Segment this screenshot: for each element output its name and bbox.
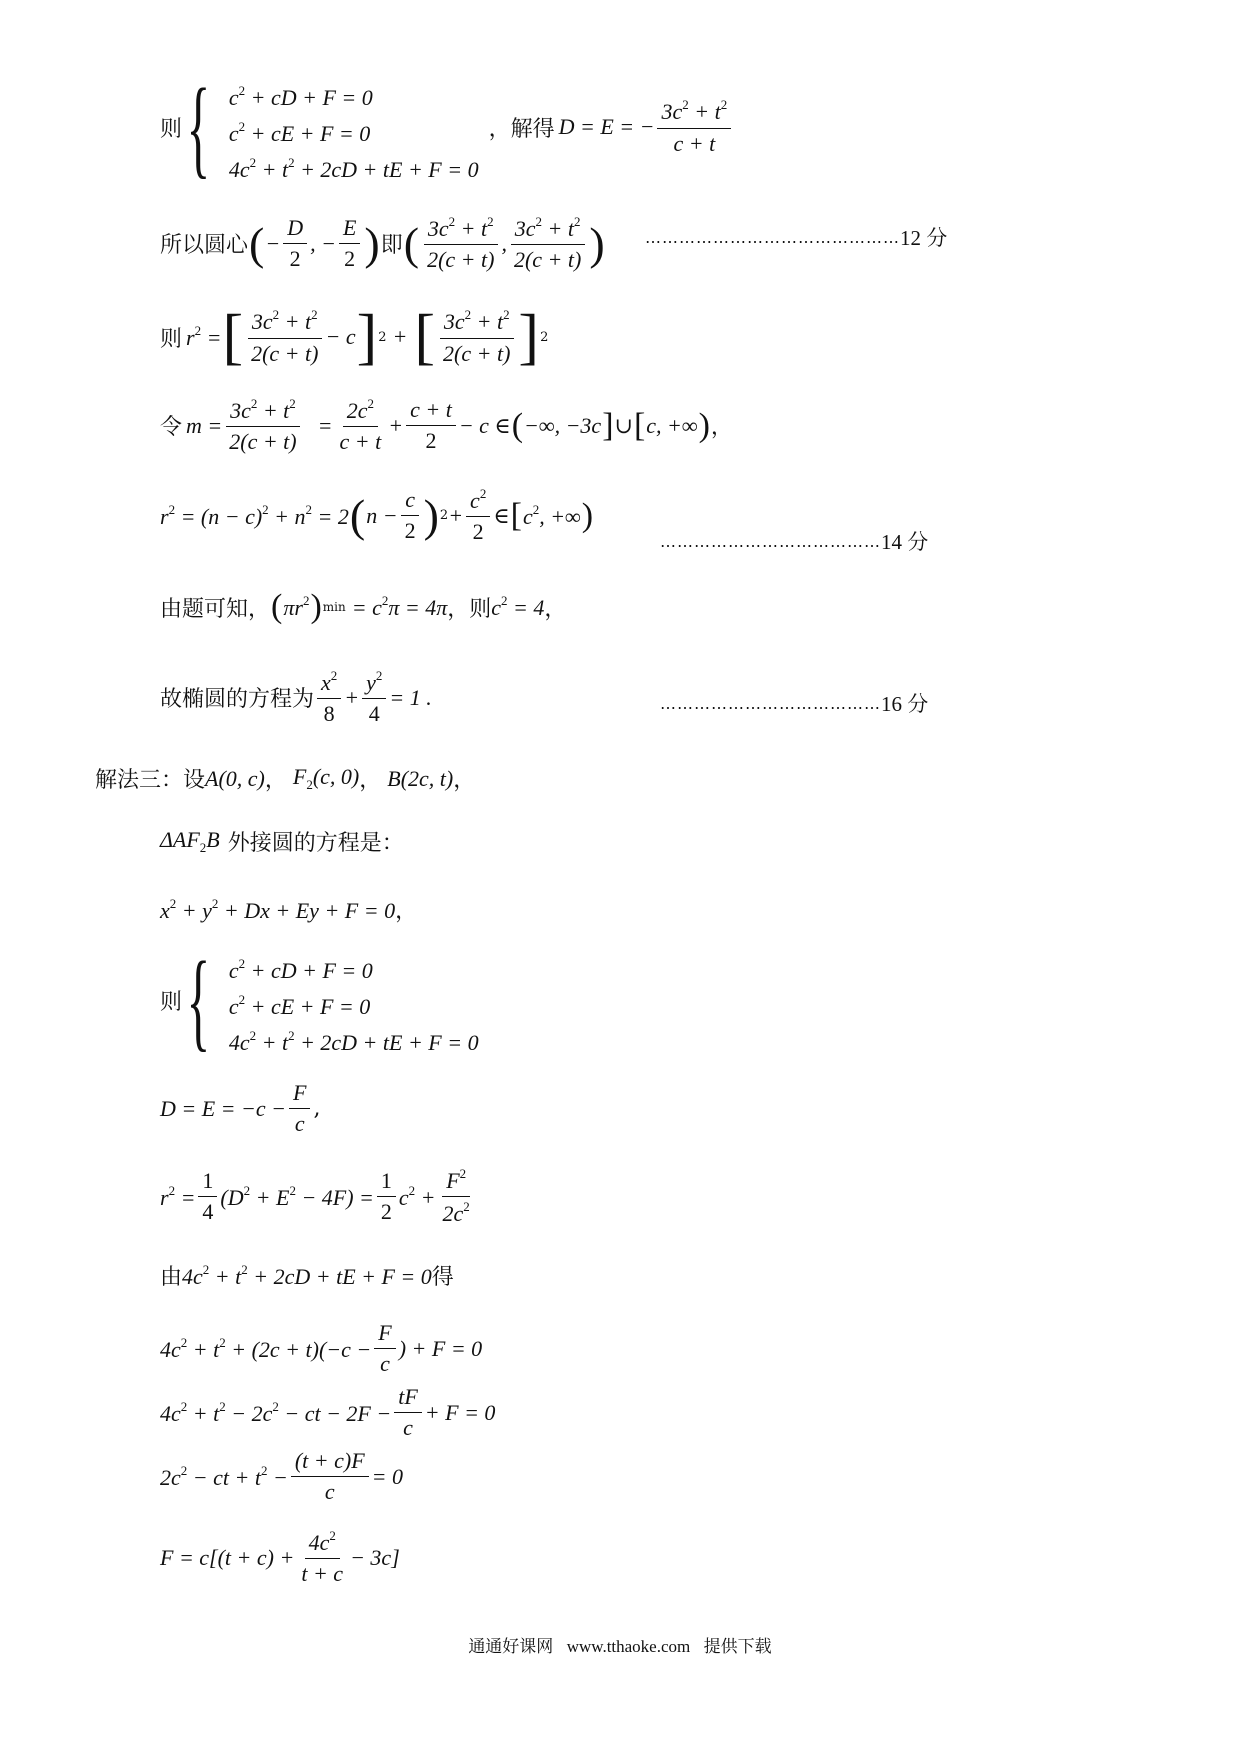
from-equation-line: 由 $4c^2 + t^2 + 2cD$ + tE + F = 0 得 [160, 1261, 454, 1290]
label-ji: 即 [380, 233, 403, 259]
label-then: ，则 [447, 596, 492, 622]
footer-note: 提供下载 [703, 1637, 772, 1657]
system-rows: $c^2$ + cD + F = 0 $c^2$ + cE + F = 0 $4c^2 + t^2 + 2cD$ + tE + F = 0 [228, 83, 479, 182]
circle-center-line: 所以圆心 ( − $\frac{D}{2}$ , − $\frac{E}{2}$ ) 即 ( $\frac{3c^2 + t^2}{2(c + t)}$ , $\frac{3c^2 + t^2}{2(c + t)}$ ) [160, 214, 605, 273]
label-you: 由 [160, 1265, 183, 1290]
footer-site: 通通好课网 [468, 1637, 554, 1657]
label-ling: 令 [160, 415, 183, 441]
fraction: $\frac{3c^2 + t^2}{c + t}$ [657, 97, 731, 157]
label-center: 所以圆心 [160, 233, 249, 259]
substitution-step-1: $4c^2 + t^2 + (2c + t)(-c$ − $\frac{F}{c}$ ) + F = 0 [160, 1320, 483, 1377]
f-solution: F = c[(t + c) + $\frac{4c^2}{t + c}$ − 3c] [160, 1528, 400, 1587]
method-three-line: 解法三：设 A(0, c) ， $F_2(c$, 0) ， B(2c, t) ， [95, 764, 476, 793]
label-known: 由题可知， [160, 596, 271, 622]
label-circumcircle: 外接圆的方程是： [227, 831, 404, 856]
ellipse-equation-line: 故椭圆的方程为 $\frac{x^2}{8}$ + $\frac{y^2}{4}$ = 1 . [160, 668, 432, 727]
substitution-step-2: $4c^2 + t^2 - 2c^2$ − ct − 2F − $\frac{tF}{c}$ + F = 0 [160, 1384, 496, 1441]
radius-f-expression: $r^2$ = $\frac{1}{4}$ $(D^2 + E^2 - 4F)$ = $\frac{1}{2}$ $c^2$ + $\frac{F^2}{2c^2}$ [160, 1166, 470, 1227]
equation-system-2: 则 { $c^2$ + cD + F = 0 $c^2$ + cE + F = 0 $4c^2 + t^2 + 2cD$ + tE + F = 0 [160, 939, 479, 1061]
left-brace: { [186, 66, 211, 188]
label-ze-1: 则 [160, 116, 183, 142]
circumcircle-line: $\Delta AF_2B$ 外接圆的方程是： [160, 827, 404, 856]
label-method-three: 解法三：设 [95, 768, 206, 793]
label-de: 得 [431, 1265, 454, 1290]
radius-squared-line: 则 $r^2$ = [ $\frac{3c^2 + t^2}{2(c + t)}$ − c ] 2 + [ $\frac{3c^2 + t^2}{2(c + t)}$ ] 2 [160, 303, 549, 371]
equation-system-1: 则 { $c^2$ + cD + F = 0 $c^2$ + cE + F = 0 $4c^2 + t^2 + 2cD$ + tE + F = 0 ，解得 D = E = − $\frac{3c^2 + t^2}{c + t}$ [160, 72, 734, 182]
page-footer [0, 1632, 1240, 1657]
circle-general-equation: $x^2 + y^2 + Dx + Ey + F = 0$ ， [160, 895, 418, 924]
footer-url[interactable]: www.tthaoke.com [566, 1637, 691, 1656]
label-ze-2: 则 [160, 989, 183, 1015]
score-14: ………………………………… 14 分 [660, 530, 929, 554]
label-ze-3: 则 [160, 326, 183, 352]
substitution-step-3: $2c^2$ − ct + $t^2$ − $\frac{(t + c)F}{c}$ = 0 [160, 1448, 403, 1505]
score-12: ……………………………………… 12 分 [645, 226, 948, 250]
radius-n-line: $r^2 = (n - c)^2 + n^2 = 2$ ( n − $\frac{c}{2}$ ) 2 + $\frac{c^2}{2}$ ∈ [ $c^2$, +∞ ) [160, 486, 594, 545]
label-ellipse: 故椭圆的方程为 [160, 687, 315, 713]
d-e-expression: D = E = −c − $\frac{F}{c}$ , [160, 1080, 321, 1137]
label-solve: ，解得 [488, 116, 555, 142]
let-m-line: 令 m = $\frac{3c^2 + t^2}{2(c + t)}$ = $\frac{2c^2}{c + t}$ + $\frac{c + t}{2}$ − c ∈ ( −∞, −3c ] ∪ [ c, +∞ ) ， [160, 396, 733, 455]
score-16: ………………………………… 16 分 [660, 692, 929, 716]
min-area-line: 由题可知， ( $\pi r^2$ ) min = $c^2\pi = 4\pi$ ，则 $c^2 = 4$ ， [160, 588, 567, 625]
